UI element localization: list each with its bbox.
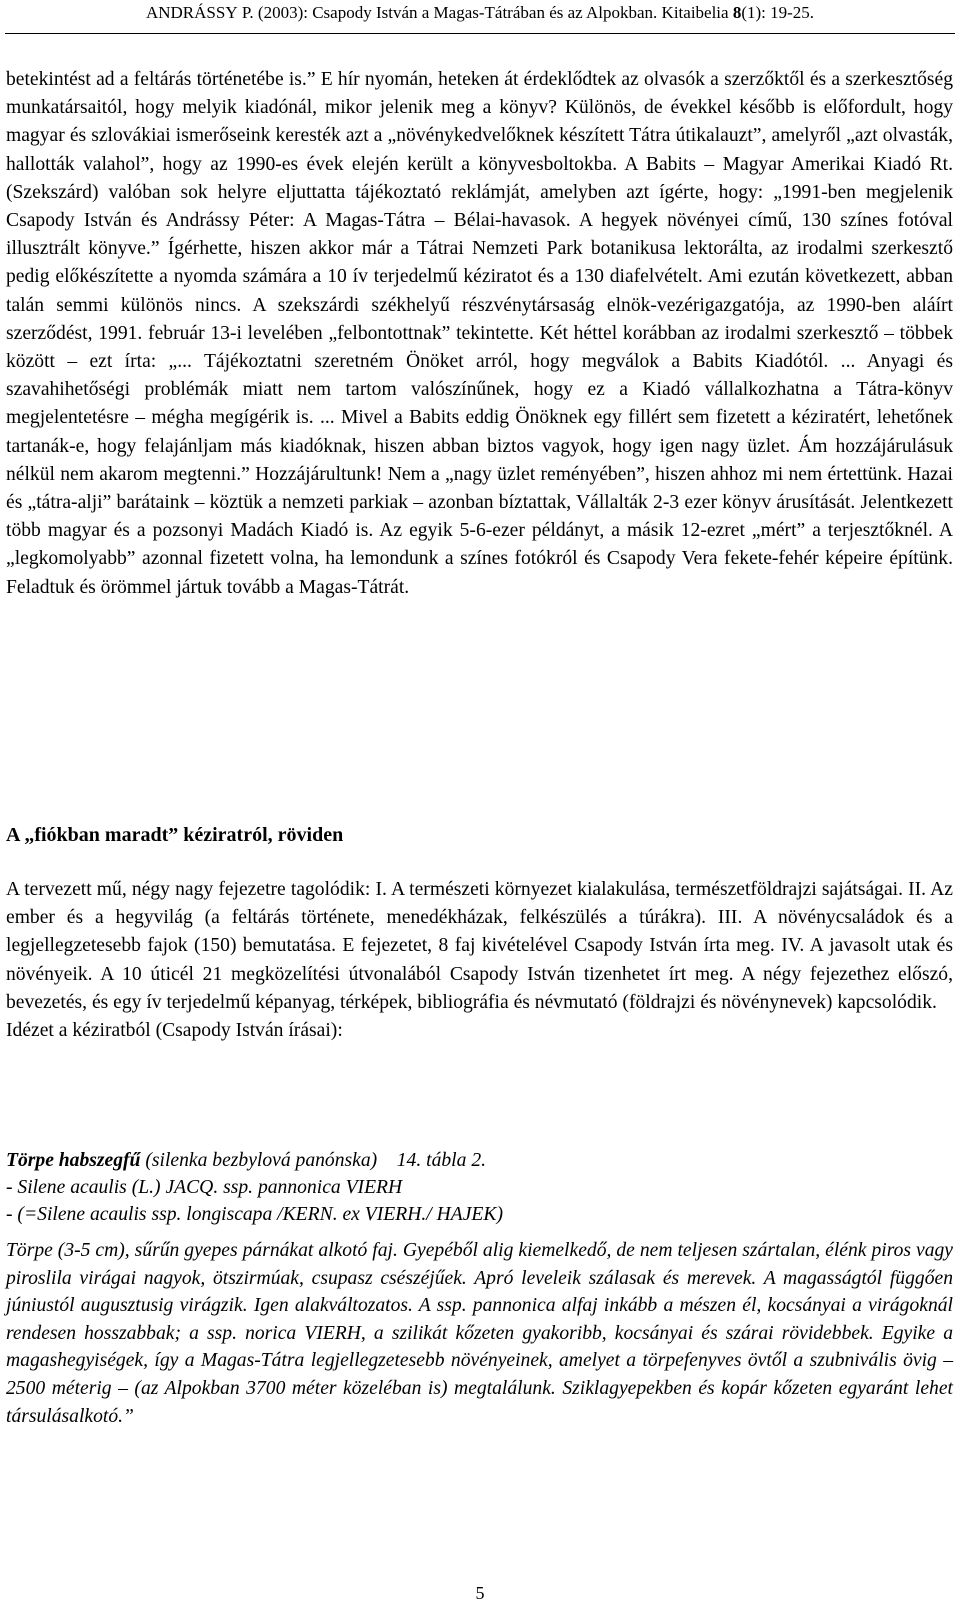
header-author-initial: A bbox=[145, 3, 159, 22]
species-name-detail: (silenka bezbylová panónska) bbox=[140, 1150, 378, 1171]
header-rule bbox=[5, 33, 955, 34]
quote-intro: Idézet a kéziratból (Csapody István írásai): bbox=[6, 1020, 343, 1042]
section-paragraph: A tervezett mű, négy nagy fejezetre tagolódik: I. A természeti környezet kialakulása, természetföldrajzi sajátságai. II. Az ember és a hegyvilág (a feltárás története, menedékházak, felkészülés a túrákra). III. A növénycsaládok és a legjellegzetesebb fajok (150) bemutatása. E fejezetet, 8 faj kivételével Csapody István írta meg. IV. A javasolt utak és növényeik. A 10 úticél 21 megközelítési útvonalából Csapody István tizenhetet írt meg. A négy fejezethez előszó, bevezetés, és egy ív terjedelmű képanyag, térképek, bibliográfia és névmutató (földrajzi és növénynevek) kapcsolódik. bbox=[6, 879, 953, 1013]
species-entry bbox=[6, 1147, 953, 1229]
header-pages: (1): 19-25. bbox=[741, 3, 815, 22]
species-synonym: - Silene acaulis (L.) JACQ. ssp. pannonica VIERH bbox=[6, 1177, 403, 1199]
running-header bbox=[0, 3, 960, 23]
species-description: Törpe (3-5 cm), sűrűn gyepes párnákat alkotó faj. Gyepéből alig kiemelkedő, de nem teljesen szártalan, élénk piros vagy piroslila virágai nagyok, ötszirmúak, csupasz csészéjűek. Apró leveleik szálasak és merevek. A magasságtól függően júniustól augusztusig virágzik. Igen alakváltozatos. A ssp. pannonica alfaj inkább a mészen él, kocsányai a virágoknál rendesen hosszabbak; a ssp. norica VIERH, a szilikát kőzeten gyakoribb, kocsányai és szárai rövidebbek. Egyike a magashegyiségek, így a Magas-Tátra legjellegzetesebb növényeinek, amelyet a törpefenyves övtől a szubnivális övig – 2500 méterig – (az Alpokban 3700 méter közeléban is) megtalálunk. Sziklagyepekben és kopár kőzeten egyaránt lehet társulásalkotó.” bbox=[6, 1240, 953, 1427]
species-title-line bbox=[6, 1147, 953, 1174]
header-citation: P. (2003): Csapody István a Magas-Tátrában és az Alpokban. Kitaibelia bbox=[237, 3, 733, 22]
section-heading: A „fiókban maradt” kéziratról, röviden bbox=[6, 824, 344, 846]
section-text bbox=[6, 876, 953, 1045]
species-name: Törpe habszegfű bbox=[6, 1150, 141, 1171]
page-number: 5 bbox=[475, 1583, 485, 1603]
species-plate: 14. tábla 2. bbox=[396, 1150, 487, 1171]
header-volume: 8 bbox=[732, 3, 742, 22]
body-paragraph: betekintést ad a feltárás történetébe is.” E hír nyomán, heteken át érdeklődtek az olvasók a szerzőktől és a szerkesztőség munkatársaitól, hogy melyik kiadónál, mikor jelenik meg a könyv? Különös, de évekkel később is előfordult, hogy magyar és szlovákiai ismerőseink keresték azt a „növénykedvelőknek készített Tátra útikalauzt”, amelyről „azt olvasták, hallották valahol”, hogy az 1990-es évek elején került a könyvesboltokba. A Babits – Magyar Amerikai Kiadó Rt. (Szekszárd) valóban sok helyre eljuttatta tájékoztató reklámját, amelyben azt ígérte, hogy: „1991-ben megjelenik Csapody István és Andrássy Péter: A Magas-Tátra – Bélai-havasok. A hegyek növényei című, 130 színes fotóval illusztrált könyve.” Ígérhette, hiszen akkor már a Tátrai Nemzeti Park botanikusa lektorálta, az irodalmi szerkesztő pedig előkészítette a nyomda számára a 10 ív terjedelmű kéziratot és a 130 diafelvételt. Ami ezután következett, abban talán semmi különös nincs. A szekszárdi székhelyű részvénytársaság elnök-vezérigazgatója, az 1990-ben aláírt szerződést, 1991. február 13-i levelében „felbontottnak” tekintette. Két héttel korábban az irodalmi szerkesztő – többek között – ezt írta: „... Tájékoztatni szeretném Önöket arról, hogy megválok a Babits Kiadótól. ... Anyagi és szavahihetőségi problémák miatt nem tartom valószínűnek, hogy ez a Kiadó vállalkozhatna a Tátra-könyv megjelentetésre – mégha megígérik is. ... Mivel a Babits eddig Önöknek egy fillért sem fizetett a kéziratért, lehetőnek tartanák-e, hogy felajánljam más kiadóknak, hiszen abban biztos vagyok, hogy igen nagy üzlet. Ám hozzájárulásuk nélkül nem akarom megtenni.” Hozzájárultunk! Nem a „nagy üzlet reményében”, hiszen ahhoz mi nem értettünk. Hazai és „tátra-alji” barátaink – köztük a nemzeti parkiak – azonban bíztattak, Vállalták 2-3 ezer könyv árusítását. Jelentkezett több magyar és a pozsonyi Madách Kiadó is. Az egyik 5-6-ezer példányt, a másik 12-ezret „mért” a terjesztőknél. A „legkomolyabb” azonnal fizetett volna, ha lemondunk a színes fotókról és Csapody Vera fekete-fehér képeire építünk. Feladtuk és örömmel jártuk tovább a Magas-Tátrát. bbox=[6, 69, 953, 598]
header-author-name: NDRÁSSY bbox=[158, 3, 238, 22]
species-synonym: - (=Silene acaulis ssp. longiscapa /KERN. ex VIERH./ HAJEK) bbox=[6, 1204, 503, 1226]
main-text bbox=[6, 66, 953, 602]
